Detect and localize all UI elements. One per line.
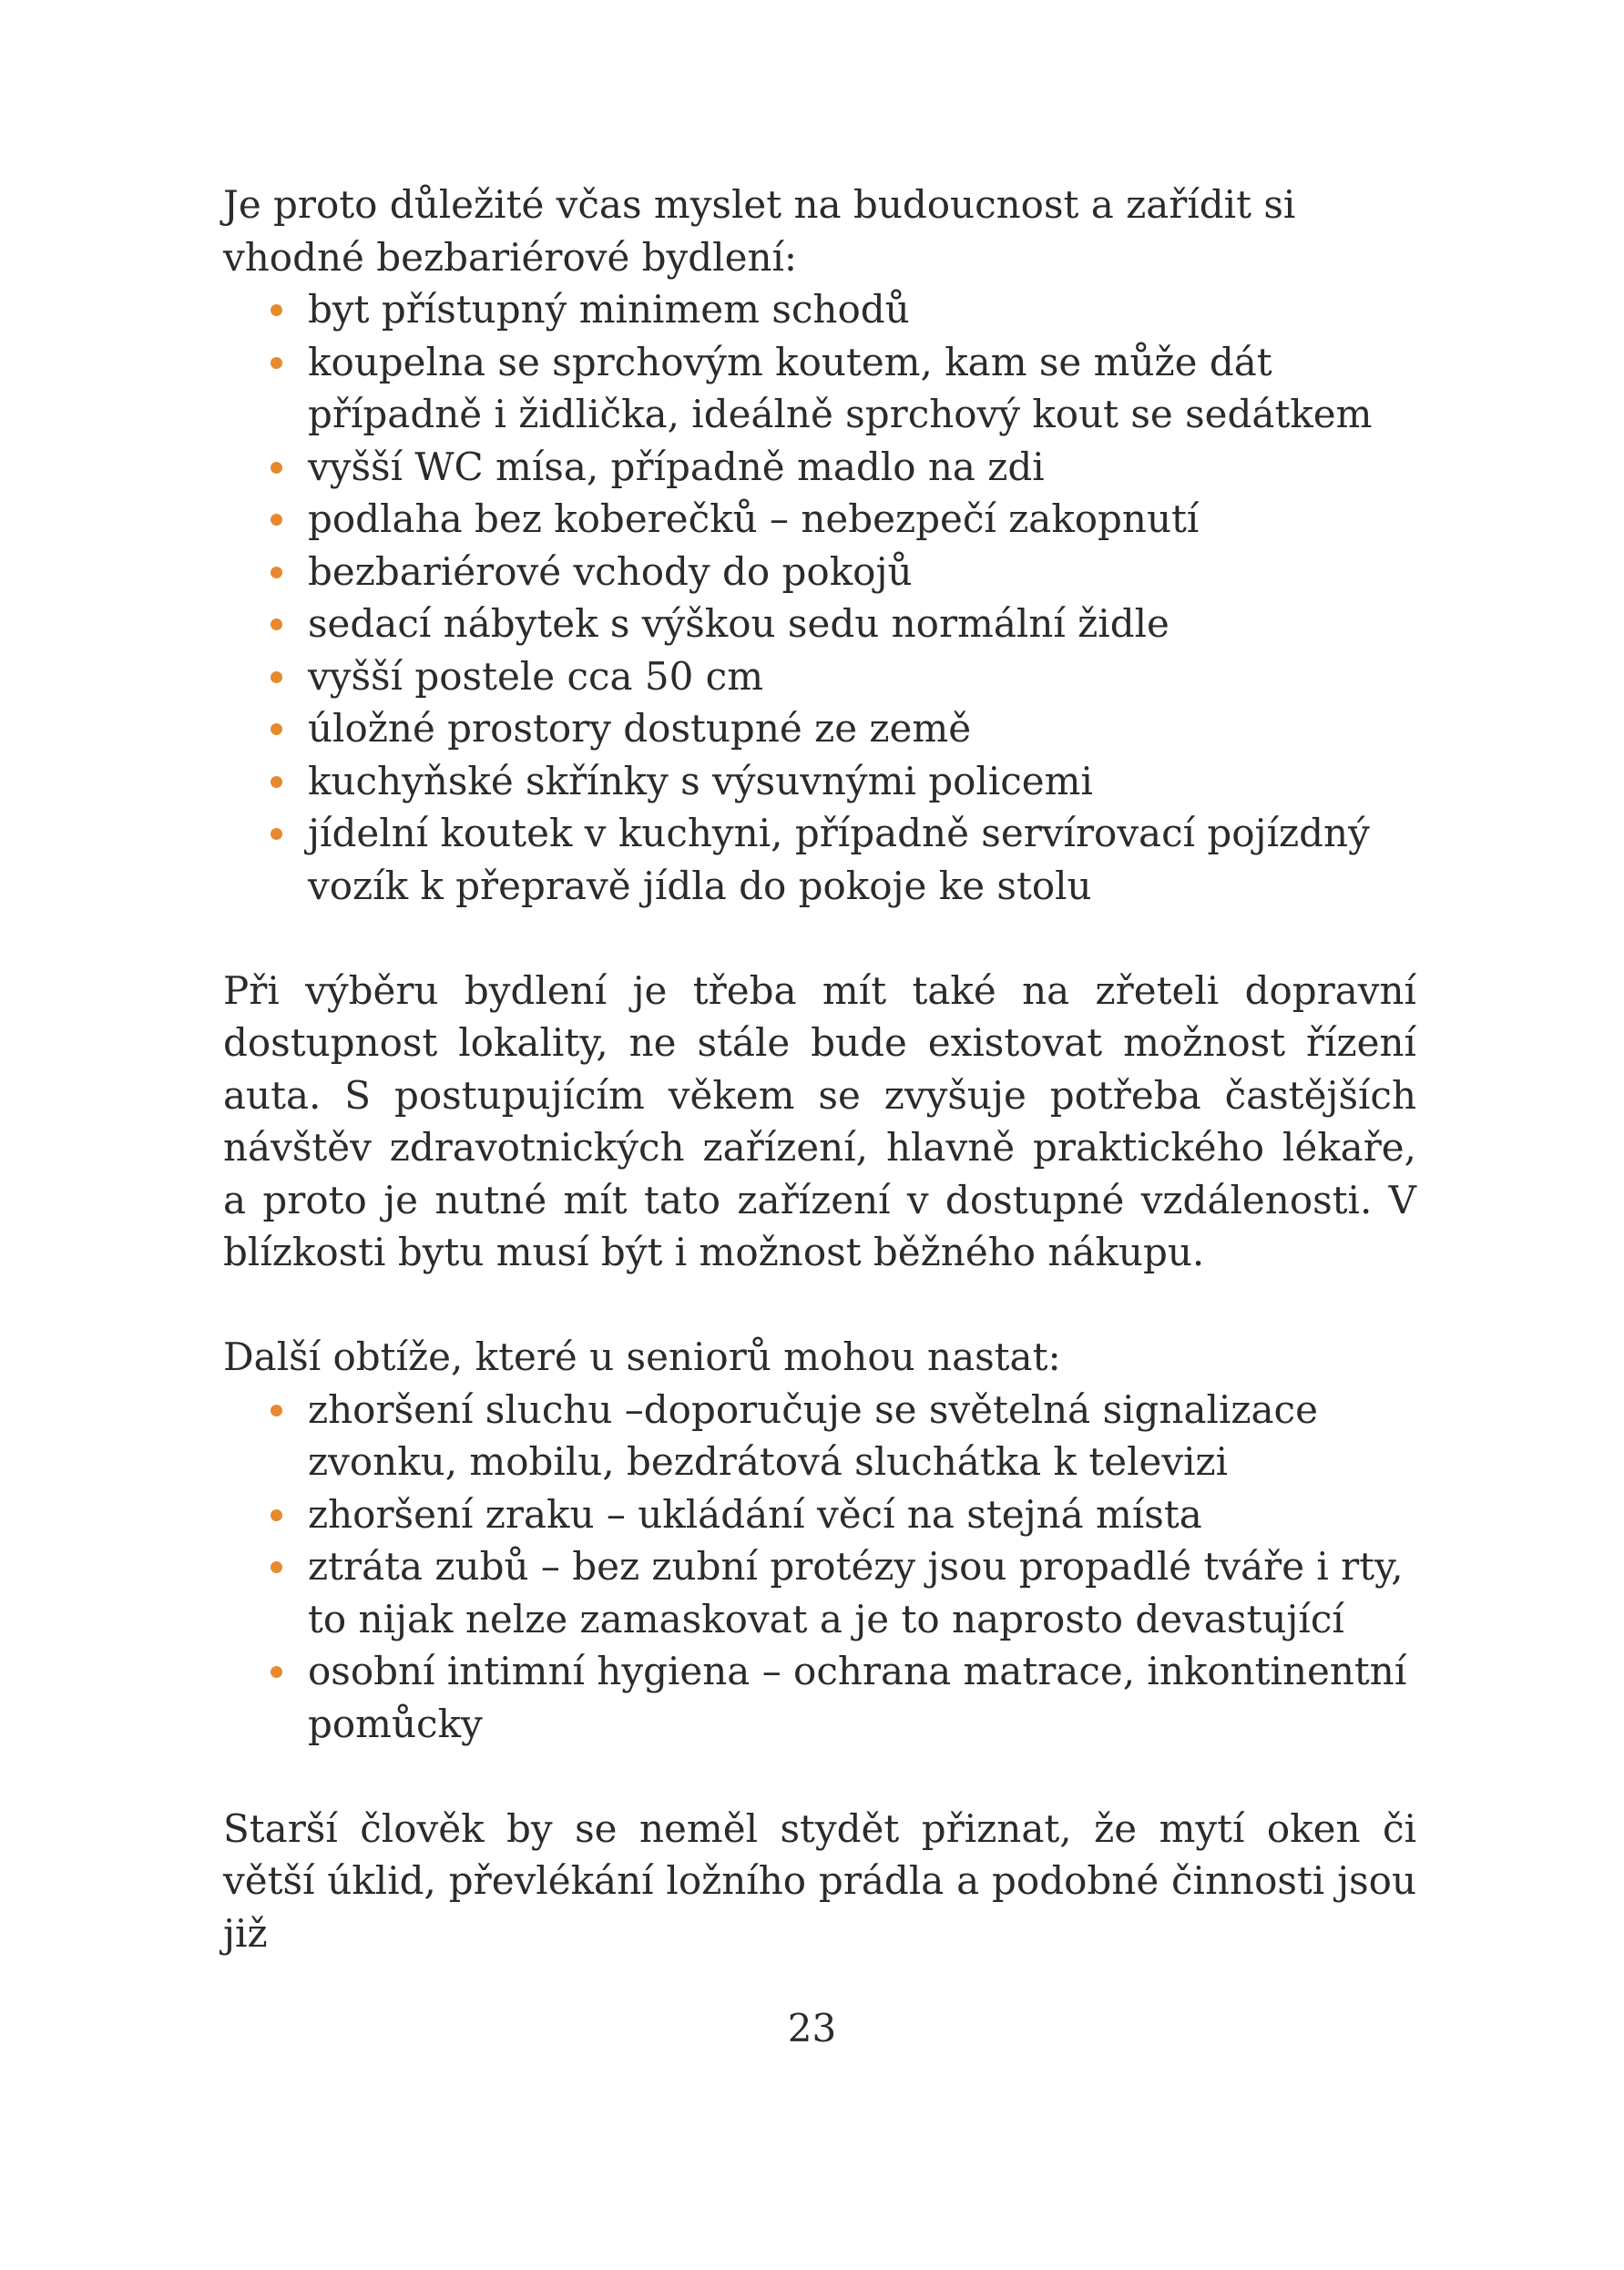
list-item-text: koupelna se sprchovým koutem, kam se může dát případně i židlička, ideálně sprchový kout se sedátkem <box>308 339 1373 436</box>
bullet-icon <box>271 567 282 578</box>
list-item-text: osobní intimní hygiena – ochrana matrace, inkontinentní pomůcky <box>308 1649 1407 1746</box>
list-item-text: vyšší postele cca 50 cm <box>308 653 764 699</box>
location-paragraph: Při výběru bydlení je třeba mít také na zřeteli dopravní dostupnost lokality, ne stále bude existovat možnost řízení auta. S postupujícím věkem se zvyšuje potřeba častějších návštěv zdravotnických zařízení, hlavně praktického lékaře, a proto je nutné mít tato zařízení v dostupné vzdálenosti. V blízkosti bytu musí být i možnost běžného nákupu. <box>223 967 1416 1274</box>
list-item <box>308 598 1416 650</box>
page-number: 23 <box>787 2006 837 2050</box>
bullet-icon <box>271 723 282 735</box>
list-item <box>308 283 1416 336</box>
list-item <box>308 336 1416 441</box>
intro-paragraph: Je proto důležité včas myslet na budoucnost a zařídit si vhodné bezbariérové bydlení: <box>223 182 1296 280</box>
bullet-icon <box>271 1666 282 1678</box>
paragraph-gap <box>223 1750 1416 1803</box>
bullet-icon <box>271 304 282 316</box>
bullet-icon <box>271 1405 282 1416</box>
bullet-icon <box>271 671 282 683</box>
page-content <box>223 179 1416 1959</box>
list-item-text: kuchyňské skřínky s výsuvnými policemi <box>308 758 1093 803</box>
list-item <box>308 1645 1416 1750</box>
list-item-text: úložné prostory dostupné ze země <box>308 706 972 751</box>
housing-list <box>223 283 1416 912</box>
list-item-text: byt přístupný minimem schodů <box>308 287 910 332</box>
list-item <box>308 650 1416 703</box>
bullet-icon <box>271 1561 282 1573</box>
bullet-icon <box>271 462 282 474</box>
list-item-text: zhoršení zraku – ukládání věcí na stejná místa <box>308 1491 1202 1537</box>
list-item-text: bezbariérové vchody do pokojů <box>308 548 913 594</box>
bullet-icon <box>271 514 282 526</box>
bullet-icon <box>271 1509 282 1521</box>
difficulties-lead: Další obtíže, které u seniorů mohou nastat: <box>223 1334 1061 1379</box>
list-item-text: ztráta zubů – bez zubní protézy jsou propadlé tváře i rty, to nijak nelze zamaskovat a je to naprosto devastující <box>308 1544 1404 1641</box>
closing-paragraph: Starší člověk by se neměl stydět přiznat, že mytí oken či větší úklid, převlékání ložního prádla a podobné činnosti jsou již <box>223 1805 1416 1956</box>
bullet-icon <box>271 776 282 788</box>
bullet-icon <box>271 828 282 840</box>
difficulties-list <box>223 1384 1416 1751</box>
list-item <box>308 493 1416 546</box>
list-item-text: sedací nábytek s výškou sedu normální židle <box>308 601 1169 646</box>
list-item <box>308 441 1416 494</box>
list-item <box>308 702 1416 755</box>
list-item <box>308 755 1416 808</box>
paragraph-gap <box>223 1279 1416 1332</box>
list-item-text: vyšší WC mísa, případně madlo na zdi <box>308 444 1045 489</box>
list-item <box>308 546 1416 598</box>
list-item <box>308 1488 1416 1541</box>
list-item-text: zhoršení sluchu –doporučuje se světelná signalizace zvonku, mobilu, bezdrátová sluchátka k televizi <box>308 1386 1318 1484</box>
list-item <box>308 807 1416 912</box>
bullet-icon <box>271 619 282 630</box>
list-item-text: podlaha bez koberečků – nebezpečí zakopnutí <box>308 496 1200 541</box>
bullet-icon <box>271 357 282 369</box>
list-item <box>308 1384 1416 1488</box>
list-item-text: jídelní koutek v kuchyni, případně servírovací pojízdný vozík k přepravě jídla do pokoje ke stolu <box>308 811 1370 908</box>
paragraph-gap <box>223 912 1416 965</box>
list-item <box>308 1540 1416 1645</box>
